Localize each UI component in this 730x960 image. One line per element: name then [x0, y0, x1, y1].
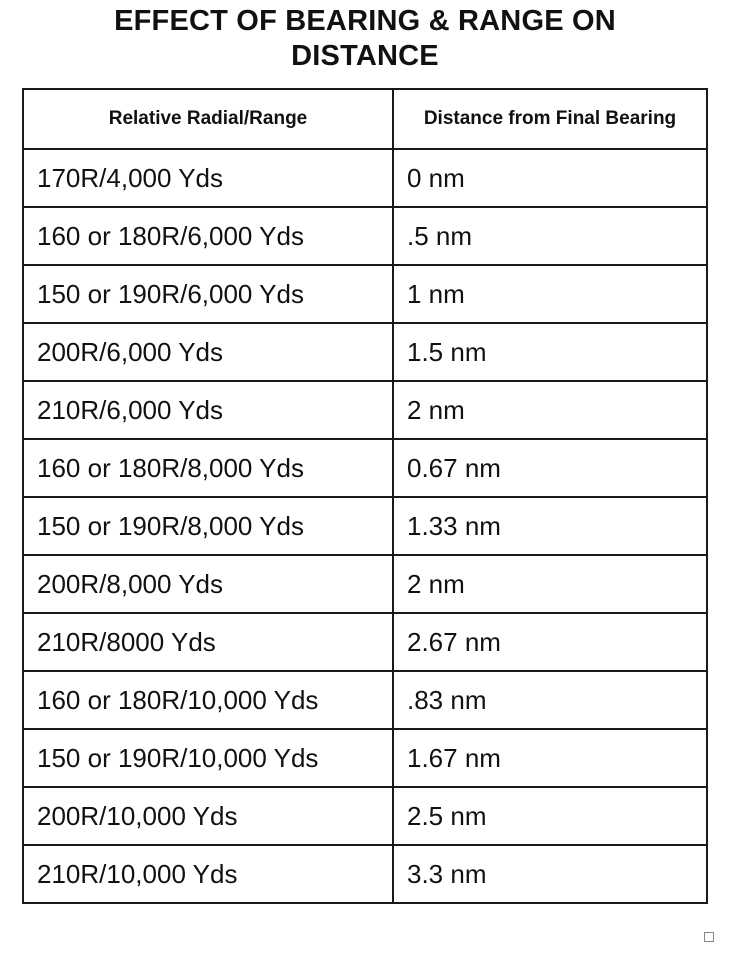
distance-cell: 2 nm [393, 555, 707, 613]
table-row [23, 439, 707, 497]
table-row [23, 265, 707, 323]
table-row [23, 555, 707, 613]
distance-cell: .5 nm [393, 207, 707, 265]
radial-range-cell: 160 or 180R/8,000 Yds [23, 439, 393, 497]
distance-cell: 0 nm [393, 149, 707, 207]
bearing-range-table [22, 88, 708, 904]
distance-cell: 1.33 nm [393, 497, 707, 555]
distance-cell: 2.5 nm [393, 787, 707, 845]
table-row [23, 845, 707, 903]
table-resize-handle[interactable] [704, 932, 714, 942]
radial-range-cell: 160 or 180R/10,000 Yds [23, 671, 393, 729]
header-distance-from-final-bearing: Distance from Final Bearing [393, 89, 707, 149]
table-header-row [23, 89, 707, 149]
radial-range-cell: 150 or 190R/10,000 Yds [23, 729, 393, 787]
table-row [23, 671, 707, 729]
radial-range-cell: 160 or 180R/6,000 Yds [23, 207, 393, 265]
distance-cell: .83 nm [393, 671, 707, 729]
document-title [0, 4, 730, 74]
table-row [23, 729, 707, 787]
radial-range-cell: 200R/8,000 Yds [23, 555, 393, 613]
distance-cell: 1.67 nm [393, 729, 707, 787]
distance-cell: 2.67 nm [393, 613, 707, 671]
radial-range-cell: 210R/8000 Yds [23, 613, 393, 671]
distance-cell: 2 nm [393, 381, 707, 439]
radial-range-cell: 210R/6,000 Yds [23, 381, 393, 439]
table-row [23, 497, 707, 555]
title-line-2: DISTANCE [291, 40, 439, 72]
table-row [23, 323, 707, 381]
radial-range-cell: 150 or 190R/6,000 Yds [23, 265, 393, 323]
radial-range-cell: 210R/10,000 Yds [23, 845, 393, 903]
distance-cell: 1.5 nm [393, 323, 707, 381]
distance-cell: 3.3 nm [393, 845, 707, 903]
radial-range-cell: 150 or 190R/8,000 Yds [23, 497, 393, 555]
radial-range-cell: 200R/6,000 Yds [23, 323, 393, 381]
table-row [23, 381, 707, 439]
radial-range-cell: 200R/10,000 Yds [23, 787, 393, 845]
distance-cell: 0.67 nm [393, 439, 707, 497]
table-row [23, 207, 707, 265]
distance-cell: 1 nm [393, 265, 707, 323]
table-row [23, 149, 707, 207]
header-relative-radial-range: Relative Radial/Range [23, 89, 393, 149]
table-row [23, 787, 707, 845]
title-line-1: EFFECT OF BEARING & RANGE ON [114, 5, 616, 37]
table-row [23, 613, 707, 671]
radial-range-cell: 170R/4,000 Yds [23, 149, 393, 207]
